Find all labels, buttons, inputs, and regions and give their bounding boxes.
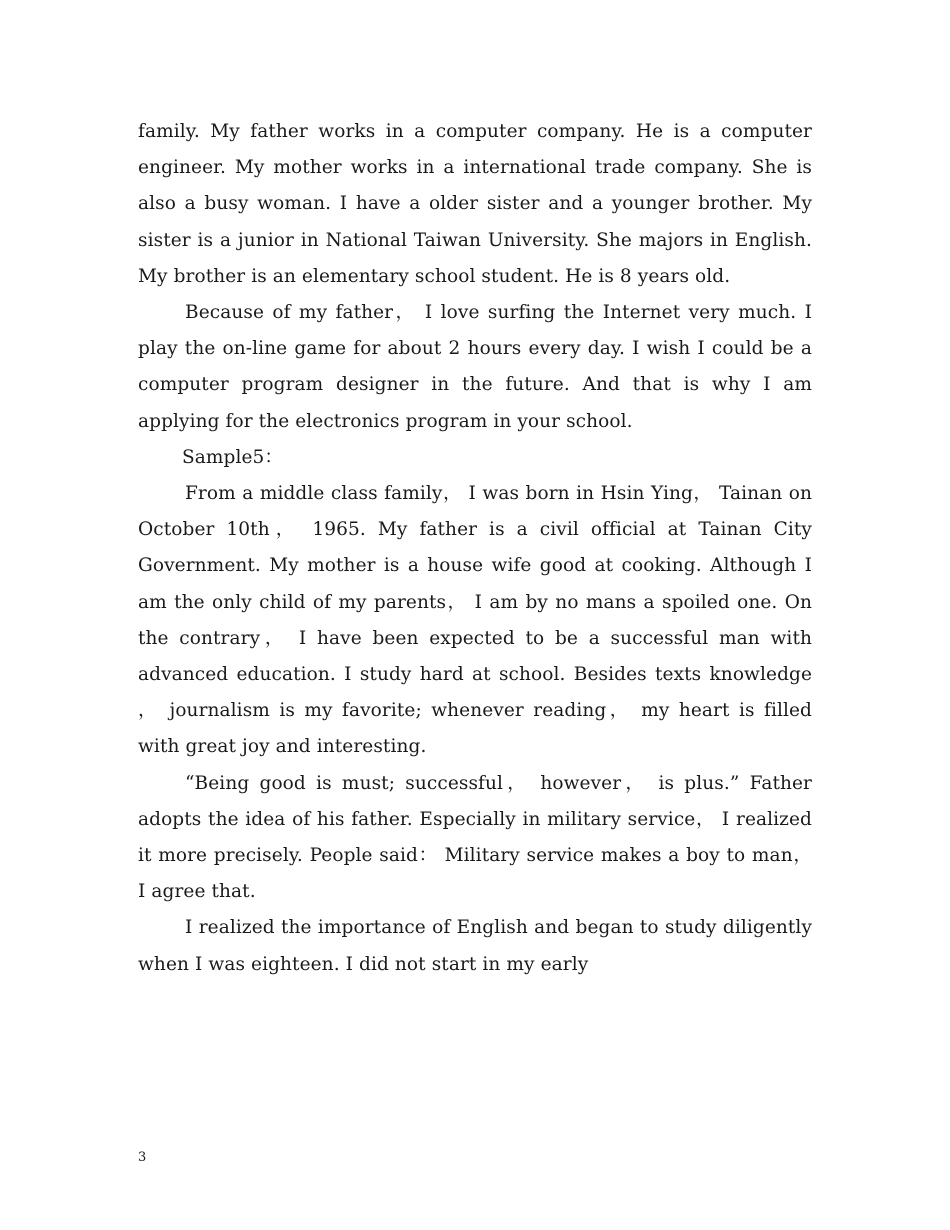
sample-heading: Sample5： [182,446,284,468]
paragraph-middle-class: From a middle class family， I was born in Hsin Ying， Tainan on October 10th， 1965. My father is a civil official at Tainan City Government. My mother is a house wife good at cooking. Although I am the only child of my parents， I am by no mans a spoiled one. On the contrary， I have been expected to be a successful man with advanced education. I study hard at school. Besides texts knowledge ， journalism is my favorite; whenever reading， my heart is filled with great joy and interesting. [138,483,812,758]
paragraph-family: family. My father works in a computer company. He is a computer engineer. My mother works in a international trade company. She is also a busy woman. I have a older sister and a younger brother. My sister is a junior in National Taiwan University. She majors in English. My brother is an elementary school student. He is 8 years old. [138,121,812,287]
page-number: 3 [138,1150,147,1165]
document-body [138,114,812,983]
paragraph-english: I realized the importance of English and began to study diligently when I was eighteen. I did not start in my early [138,917,812,975]
paragraph-being-good: “Being good is must; successful， however， is plus.” Father adopts the idea of his father. Especially in military service， I realized it more precisely. People said： Military service makes a boy to man， I agree that. [138,772,812,903]
paragraph-internet: Because of my father， I love surfing the Internet very much. I play the on-line game for about 2 hours every day. I wish I could be a computer program designer in the future. And that is why I am applying for the electronics program in your school. [138,302,812,432]
